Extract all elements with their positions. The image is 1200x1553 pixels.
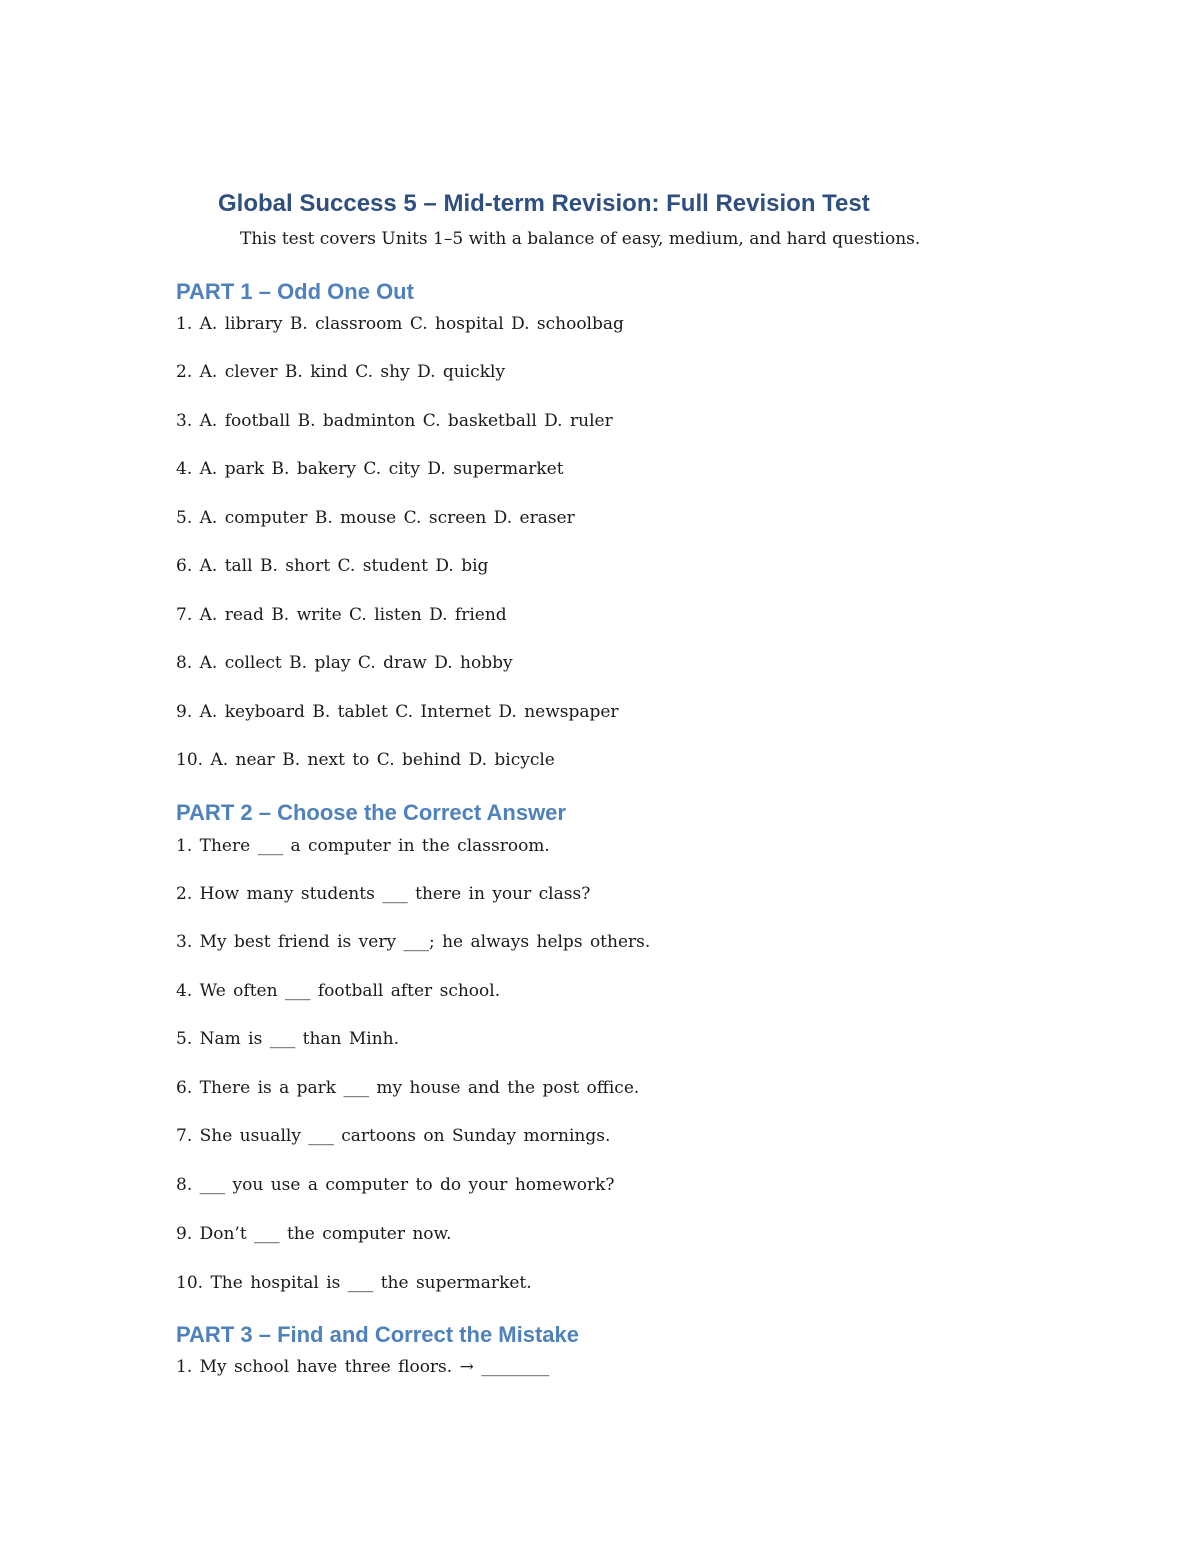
part-2-question: 10. The hospital is ___ the supermarket.: [176, 1273, 532, 1293]
part-1-question: 4. A. park B. bakery C. city D. supermarket: [176, 459, 564, 479]
part-1-question: 7. A. read B. write C. listen D. friend: [176, 605, 507, 625]
part-1-question: 10. A. near B. next to C. behind D. bicycle: [176, 750, 555, 770]
part-2-question: 3. My best friend is very ___; he always helps others.: [176, 932, 651, 952]
document-title: Global Success 5 – Mid-term Revision: Full Revision Test: [218, 190, 870, 217]
part-1-question: 1. A. library B. classroom C. hospital D. schoolbag: [176, 314, 624, 334]
part-1-question: 2. A. clever B. kind C. shy D. quickly: [176, 362, 506, 382]
part-3-question: 1. My school have three floors. → ________: [176, 1357, 550, 1377]
part-1-question: 6. A. tall B. short C. student D. big: [176, 556, 489, 576]
part-2-question: 9. Don’t ___ the computer now.: [176, 1224, 452, 1244]
part-1-question: 3. A. football B. badminton C. basketball D. ruler: [176, 411, 613, 431]
part-1-question: 5. A. computer B. mouse C. screen D. eraser: [176, 508, 575, 528]
part-2-question: 7. She usually ___ cartoons on Sunday mornings.: [176, 1126, 611, 1146]
document-subtitle: This test covers Units 1–5 with a balance of easy, medium, and hard questions.: [240, 229, 921, 249]
part-2-question: 6. There is a park ___ my house and the post office.: [176, 1078, 640, 1098]
part-2-question: 5. Nam is ___ than Minh.: [176, 1029, 400, 1049]
part-2-heading: PART 2 – Choose the Correct Answer: [176, 800, 566, 825]
part-2-question: 4. We often ___ football after school.: [176, 981, 501, 1001]
part-1-question: 8. A. collect B. play C. draw D. hobby: [176, 653, 513, 673]
part-1-heading: PART 1 – Odd One Out: [176, 279, 414, 304]
part-3-heading: PART 3 – Find and Correct the Mistake: [176, 1322, 580, 1347]
part-1-question: 9. A. keyboard B. tablet C. Internet D. newspaper: [176, 702, 619, 722]
part-2-question: 2. How many students ___ there in your class?: [176, 884, 591, 904]
part-2-question: 8. ___ you use a computer to do your homework?: [176, 1175, 615, 1195]
part-2-question: 1. There ___ a computer in the classroom.: [176, 836, 550, 856]
